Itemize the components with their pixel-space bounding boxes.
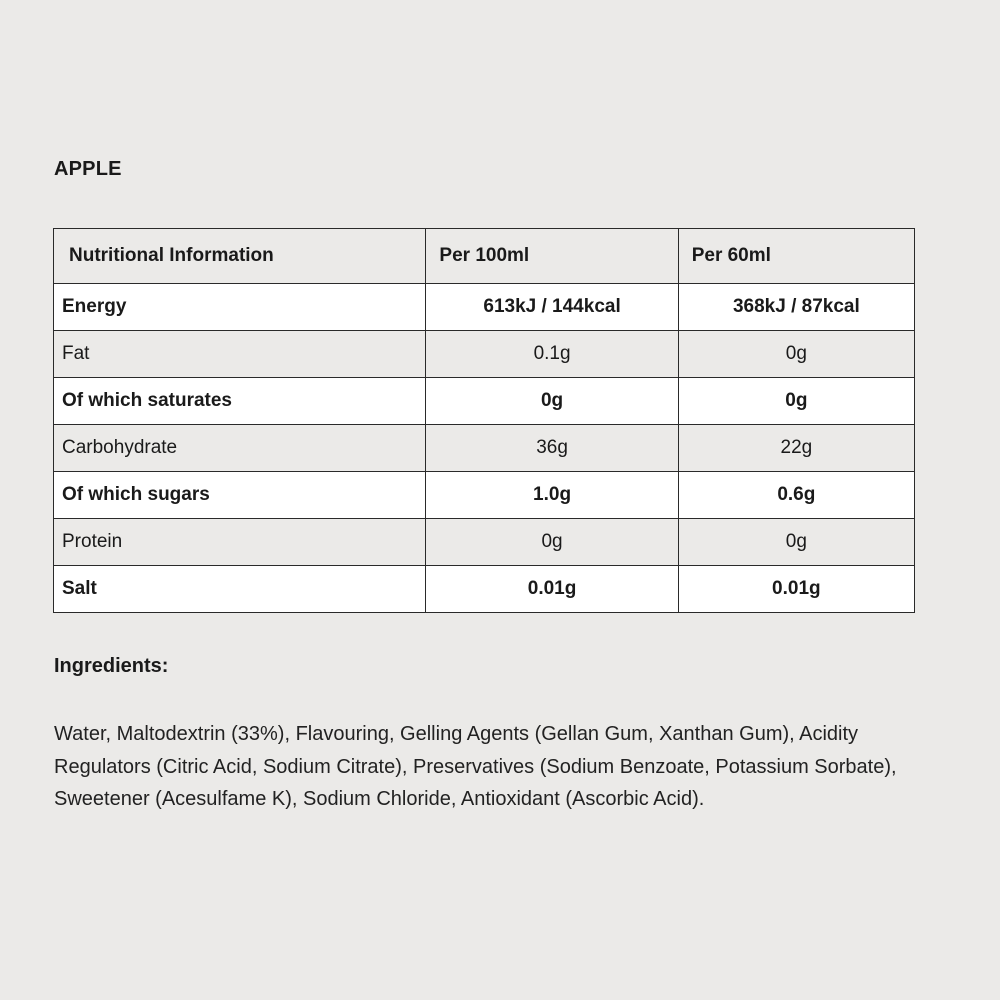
- per-60ml-value: 0.01g: [678, 566, 914, 613]
- per-100ml-value: 0.01g: [426, 566, 678, 613]
- row-label: Protein: [54, 519, 426, 566]
- table-row-sugars: [54, 472, 915, 519]
- header-per-100ml: Per 100ml: [426, 229, 678, 284]
- table-row-salt: [54, 566, 915, 613]
- nutrition-table: [53, 228, 915, 613]
- per-60ml-value: 0g: [678, 378, 914, 425]
- table-row-energy: [54, 284, 915, 331]
- per-100ml-value: 36g: [426, 425, 678, 472]
- ingredients-heading: Ingredients:: [54, 655, 169, 677]
- per-60ml-value: 0g: [678, 331, 914, 378]
- row-label: Fat: [54, 331, 426, 378]
- header-per-60ml: Per 60ml: [678, 229, 914, 284]
- table-row-carbohydrate: [54, 425, 915, 472]
- table-row-protein: [54, 519, 915, 566]
- per-60ml-value: 368kJ / 87kcal: [678, 284, 914, 331]
- row-label: Energy: [54, 284, 426, 331]
- header-nutritional-information: Nutritional Information: [54, 229, 426, 284]
- per-100ml-value: 613kJ / 144kcal: [426, 284, 678, 331]
- per-60ml-value: 0.6g: [678, 472, 914, 519]
- nutrition-header-row: [54, 229, 915, 284]
- row-label: Salt: [54, 566, 426, 613]
- table-row-fat: [54, 331, 915, 378]
- per-60ml-value: 22g: [678, 425, 914, 472]
- per-100ml-value: 1.0g: [426, 472, 678, 519]
- per-60ml-value: 0g: [678, 519, 914, 566]
- table-row-saturates: [54, 378, 915, 425]
- per-100ml-value: 0g: [426, 378, 678, 425]
- row-label: Carbohydrate: [54, 425, 426, 472]
- row-label: Of which saturates: [54, 378, 426, 425]
- per-100ml-value: 0g: [426, 519, 678, 566]
- ingredients-text: Water, Maltodextrin (33%), Flavouring, Gelling Agents (Gellan Gum, Xanthan Gum), Acidity Regulators (Citric Acid, Sodium Citrate), Preservatives (Sodium Benzoate, Potassium Sorbate), Sweetener (Acesulfame K), Sodium Chloride, Antioxidant (Ascorbic Acid).: [54, 723, 897, 810]
- product-title: APPLE: [54, 158, 122, 180]
- row-label: Of which sugars: [54, 472, 426, 519]
- per-100ml-value: 0.1g: [426, 331, 678, 378]
